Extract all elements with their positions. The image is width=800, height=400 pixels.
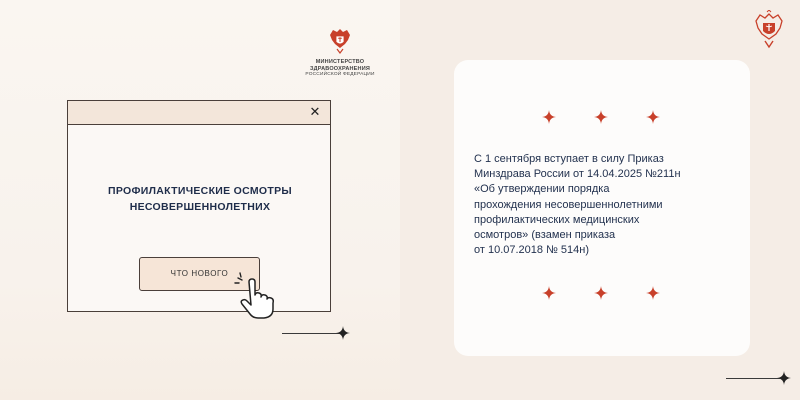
ministry-name-line1: МИНИСТЕРСТВО bbox=[315, 59, 365, 65]
dialog-heading-line1: ПРОФИЛАКТИЧЕСКИЕ ОСМОТРЫ bbox=[108, 185, 292, 197]
dialog-heading-line2: НЕСОВЕРШЕННОЛЕТНИХ bbox=[129, 201, 271, 213]
ministry-name-line2: ЗДРАВООХРАНЕНИЯ bbox=[309, 65, 371, 72]
hand-pointer-icon bbox=[234, 272, 278, 320]
divider-line-right bbox=[726, 378, 780, 379]
eagle-emblem-icon bbox=[752, 10, 786, 52]
star-icon bbox=[542, 286, 556, 300]
info-card bbox=[454, 60, 750, 356]
card-text-line: С 1 сентября вступает в силу Приказ bbox=[474, 153, 664, 165]
star-icon bbox=[542, 110, 556, 124]
star-icon bbox=[646, 286, 660, 300]
sparkle-icon bbox=[336, 326, 350, 340]
card-text-line: «Об утверждении порядка bbox=[474, 183, 610, 196]
divider-line-left bbox=[282, 333, 342, 334]
card-text-line: Минздрава России от 14.04.2025 №211н bbox=[474, 168, 681, 181]
star-icon bbox=[594, 110, 608, 124]
star-icon bbox=[594, 286, 608, 300]
ministry-name-line3: РОССИЙСКОЙ ФЕДЕРАЦИИ bbox=[305, 72, 375, 77]
dialog-titlebar bbox=[68, 101, 330, 125]
card-text-line: профилактических медицинских bbox=[474, 213, 640, 226]
card-text-line: осмотров» (взамен приказа bbox=[474, 229, 616, 242]
card-text-line: от 10.07.2018 № 514н) bbox=[474, 244, 590, 257]
sparkle-icon bbox=[777, 371, 791, 385]
whats-new-button[interactable]: ЧТО НОВОГО bbox=[139, 257, 260, 291]
dialog-window bbox=[67, 100, 331, 312]
star-icon bbox=[646, 110, 660, 124]
dialog-heading bbox=[68, 183, 332, 215]
ministry-logo bbox=[305, 26, 375, 79]
eagle-emblem-icon bbox=[327, 26, 353, 56]
card-text bbox=[474, 152, 736, 258]
close-button[interactable]: ✕ bbox=[309, 104, 321, 119]
card-text-line: прохождения несовершеннолетними bbox=[474, 198, 663, 211]
